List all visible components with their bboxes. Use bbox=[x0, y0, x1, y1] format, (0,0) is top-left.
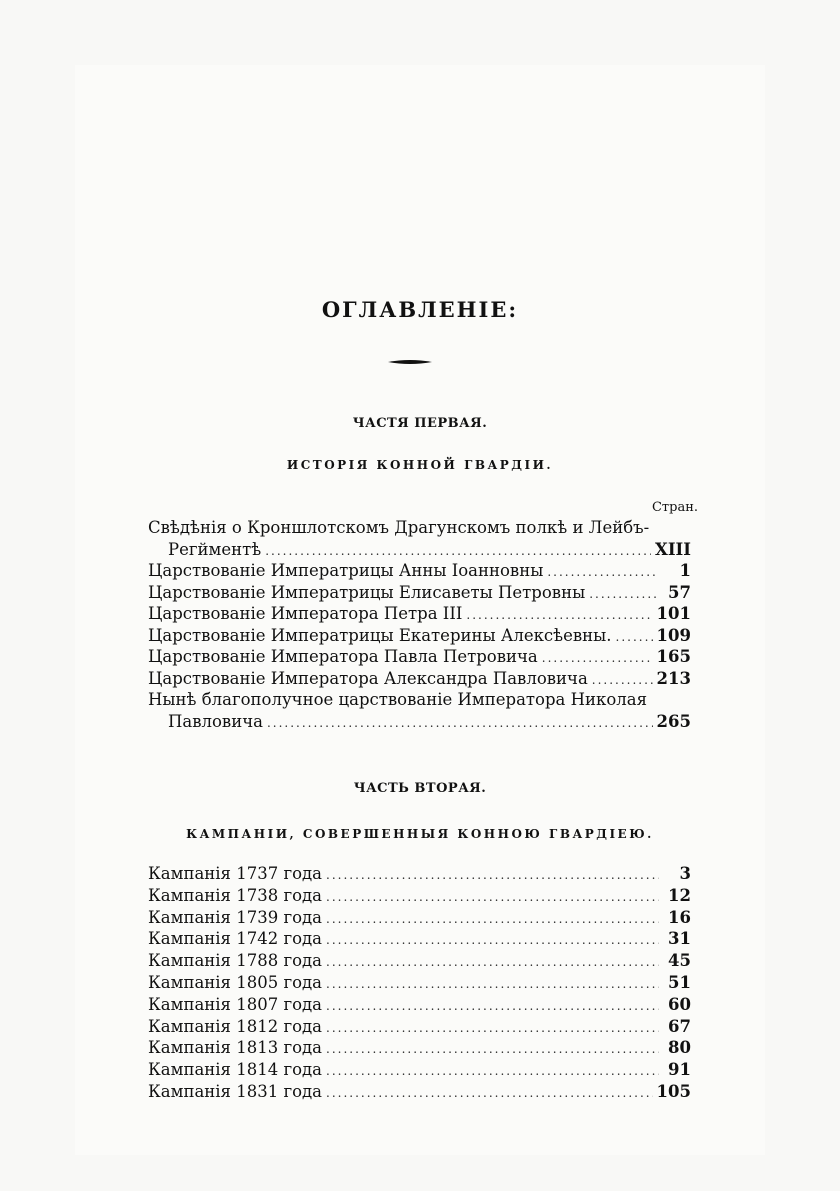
page-number: 12 bbox=[668, 885, 691, 905]
part1-heading: ЧАСТЯ ПЕРВАЯ. bbox=[352, 416, 488, 431]
page-number: XIII bbox=[655, 539, 691, 559]
toc-entry[interactable]: Кампанія 1807 года ..... 60 bbox=[148, 995, 691, 1017]
leader-dots bbox=[326, 999, 659, 1013]
page-number: 60 bbox=[668, 994, 691, 1014]
page-number: 105 bbox=[656, 1081, 691, 1101]
toc-entry[interactable]: Кампанія 1738 года ..... 12 bbox=[148, 886, 691, 908]
toc-entry[interactable]: Царствованіе Императрицы Елисаветы Петровны ..... 57 bbox=[148, 583, 691, 605]
toc-entry[interactable]: Регйментѣ ..... XIII bbox=[148, 540, 691, 562]
page-number: 51 bbox=[668, 972, 691, 992]
leader-dots bbox=[326, 933, 659, 947]
part2-subtitle: КАМПАНІИ, СОВЕРШЕННЫЯ КОННОЮ ГВАРДІЕЮ. bbox=[186, 827, 654, 841]
toc-entry[interactable]: Царствованіе Императора Павла Петровича ..... 165 bbox=[148, 647, 691, 669]
toc-entry[interactable]: Кампанія 1739 года ..... 16 bbox=[148, 908, 691, 930]
toc-entry[interactable]: Кампанія 1814 года ..... 91 bbox=[148, 1060, 691, 1082]
page-column-label: Стран. bbox=[651, 500, 698, 515]
toc-entry[interactable]: Свѣдѣнія о Кроншлотскомъ Драгунскомъ полкѣ и Лейбъ- bbox=[148, 518, 650, 537]
part2-heading: ЧАСТЬ ВТОРАЯ. bbox=[353, 781, 487, 796]
toc-entry[interactable]: Царствованіе Императрицы Екатерины Алексѣевны. ..... 109 bbox=[148, 626, 691, 648]
page-number: 16 bbox=[668, 907, 691, 927]
leader-dots bbox=[592, 673, 653, 687]
page-number: 3 bbox=[679, 864, 691, 883]
leader-dots bbox=[542, 651, 653, 665]
page-number: 67 bbox=[668, 1016, 691, 1036]
page-number: 109 bbox=[656, 625, 691, 645]
leader-dots bbox=[589, 587, 659, 601]
leader-dots bbox=[547, 565, 659, 579]
toc-part1 bbox=[148, 518, 691, 733]
page-number: 45 bbox=[668, 951, 691, 971]
leader-dots bbox=[326, 1064, 659, 1078]
toc-entry[interactable]: Царствованіе Императрицы Анны Іоанновны ..... 1 bbox=[148, 561, 691, 583]
toc-entry[interactable]: Кампанія 1812 года ..... 67 bbox=[148, 1017, 691, 1039]
leader-dots bbox=[326, 1042, 659, 1056]
page-number: 1 bbox=[679, 561, 691, 580]
page-number: 165 bbox=[656, 647, 691, 666]
toc-entry[interactable]: Кампанія 1742 года ..... 31 bbox=[148, 929, 691, 951]
page-title: ОГЛАВЛЕНІЕ: bbox=[321, 297, 519, 322]
leader-dots bbox=[466, 608, 652, 622]
page-number: 213 bbox=[656, 668, 691, 688]
toc-entry[interactable]: Кампанія 1737 года ..... 3 bbox=[148, 864, 691, 886]
page-number: 265 bbox=[656, 711, 691, 731]
leader-dots bbox=[326, 890, 659, 904]
leader-dots bbox=[326, 912, 659, 926]
leader-dots bbox=[326, 977, 659, 991]
leader-dots bbox=[326, 1021, 659, 1035]
leader-dots bbox=[326, 1086, 653, 1100]
page-number: 80 bbox=[668, 1038, 691, 1058]
page-number: 31 bbox=[668, 929, 691, 949]
toc-entry[interactable]: Кампанія 1788 года ..... 45 bbox=[148, 951, 691, 973]
leader-dots bbox=[616, 630, 653, 644]
page-number: 101 bbox=[656, 604, 691, 623]
toc-entry[interactable]: Кампанія 1831 года ..... 105 bbox=[148, 1082, 691, 1104]
leader-dots bbox=[326, 868, 659, 882]
page-number: 57 bbox=[668, 582, 691, 602]
page-number: 91 bbox=[668, 1060, 691, 1080]
leader-dots bbox=[265, 544, 651, 558]
toc-entry[interactable]: Кампанія 1805 года ..... 51 bbox=[148, 973, 691, 995]
part1-subtitle: ИСТОРІЯ КОННОЙ ГВАРДІИ. bbox=[286, 458, 554, 472]
toc-entry[interactable]: Царствованіе Императора Петра III ..... 101 bbox=[148, 604, 691, 626]
leader-dots bbox=[267, 716, 653, 730]
toc-entry[interactable]: Нынѣ благополучное царствованіе Императора Николая bbox=[148, 690, 647, 709]
toc-entry[interactable]: Царствованіе Императора Александра Павловича ..... 213 bbox=[148, 669, 691, 691]
toc-part2 bbox=[148, 864, 691, 1104]
ornament-divider-icon bbox=[388, 358, 432, 366]
toc-entry[interactable]: Кампанія 1813 года ..... 80 bbox=[148, 1038, 691, 1060]
leader-dots bbox=[326, 955, 659, 969]
toc-entry[interactable]: Павловича ..... 265 bbox=[148, 712, 691, 734]
